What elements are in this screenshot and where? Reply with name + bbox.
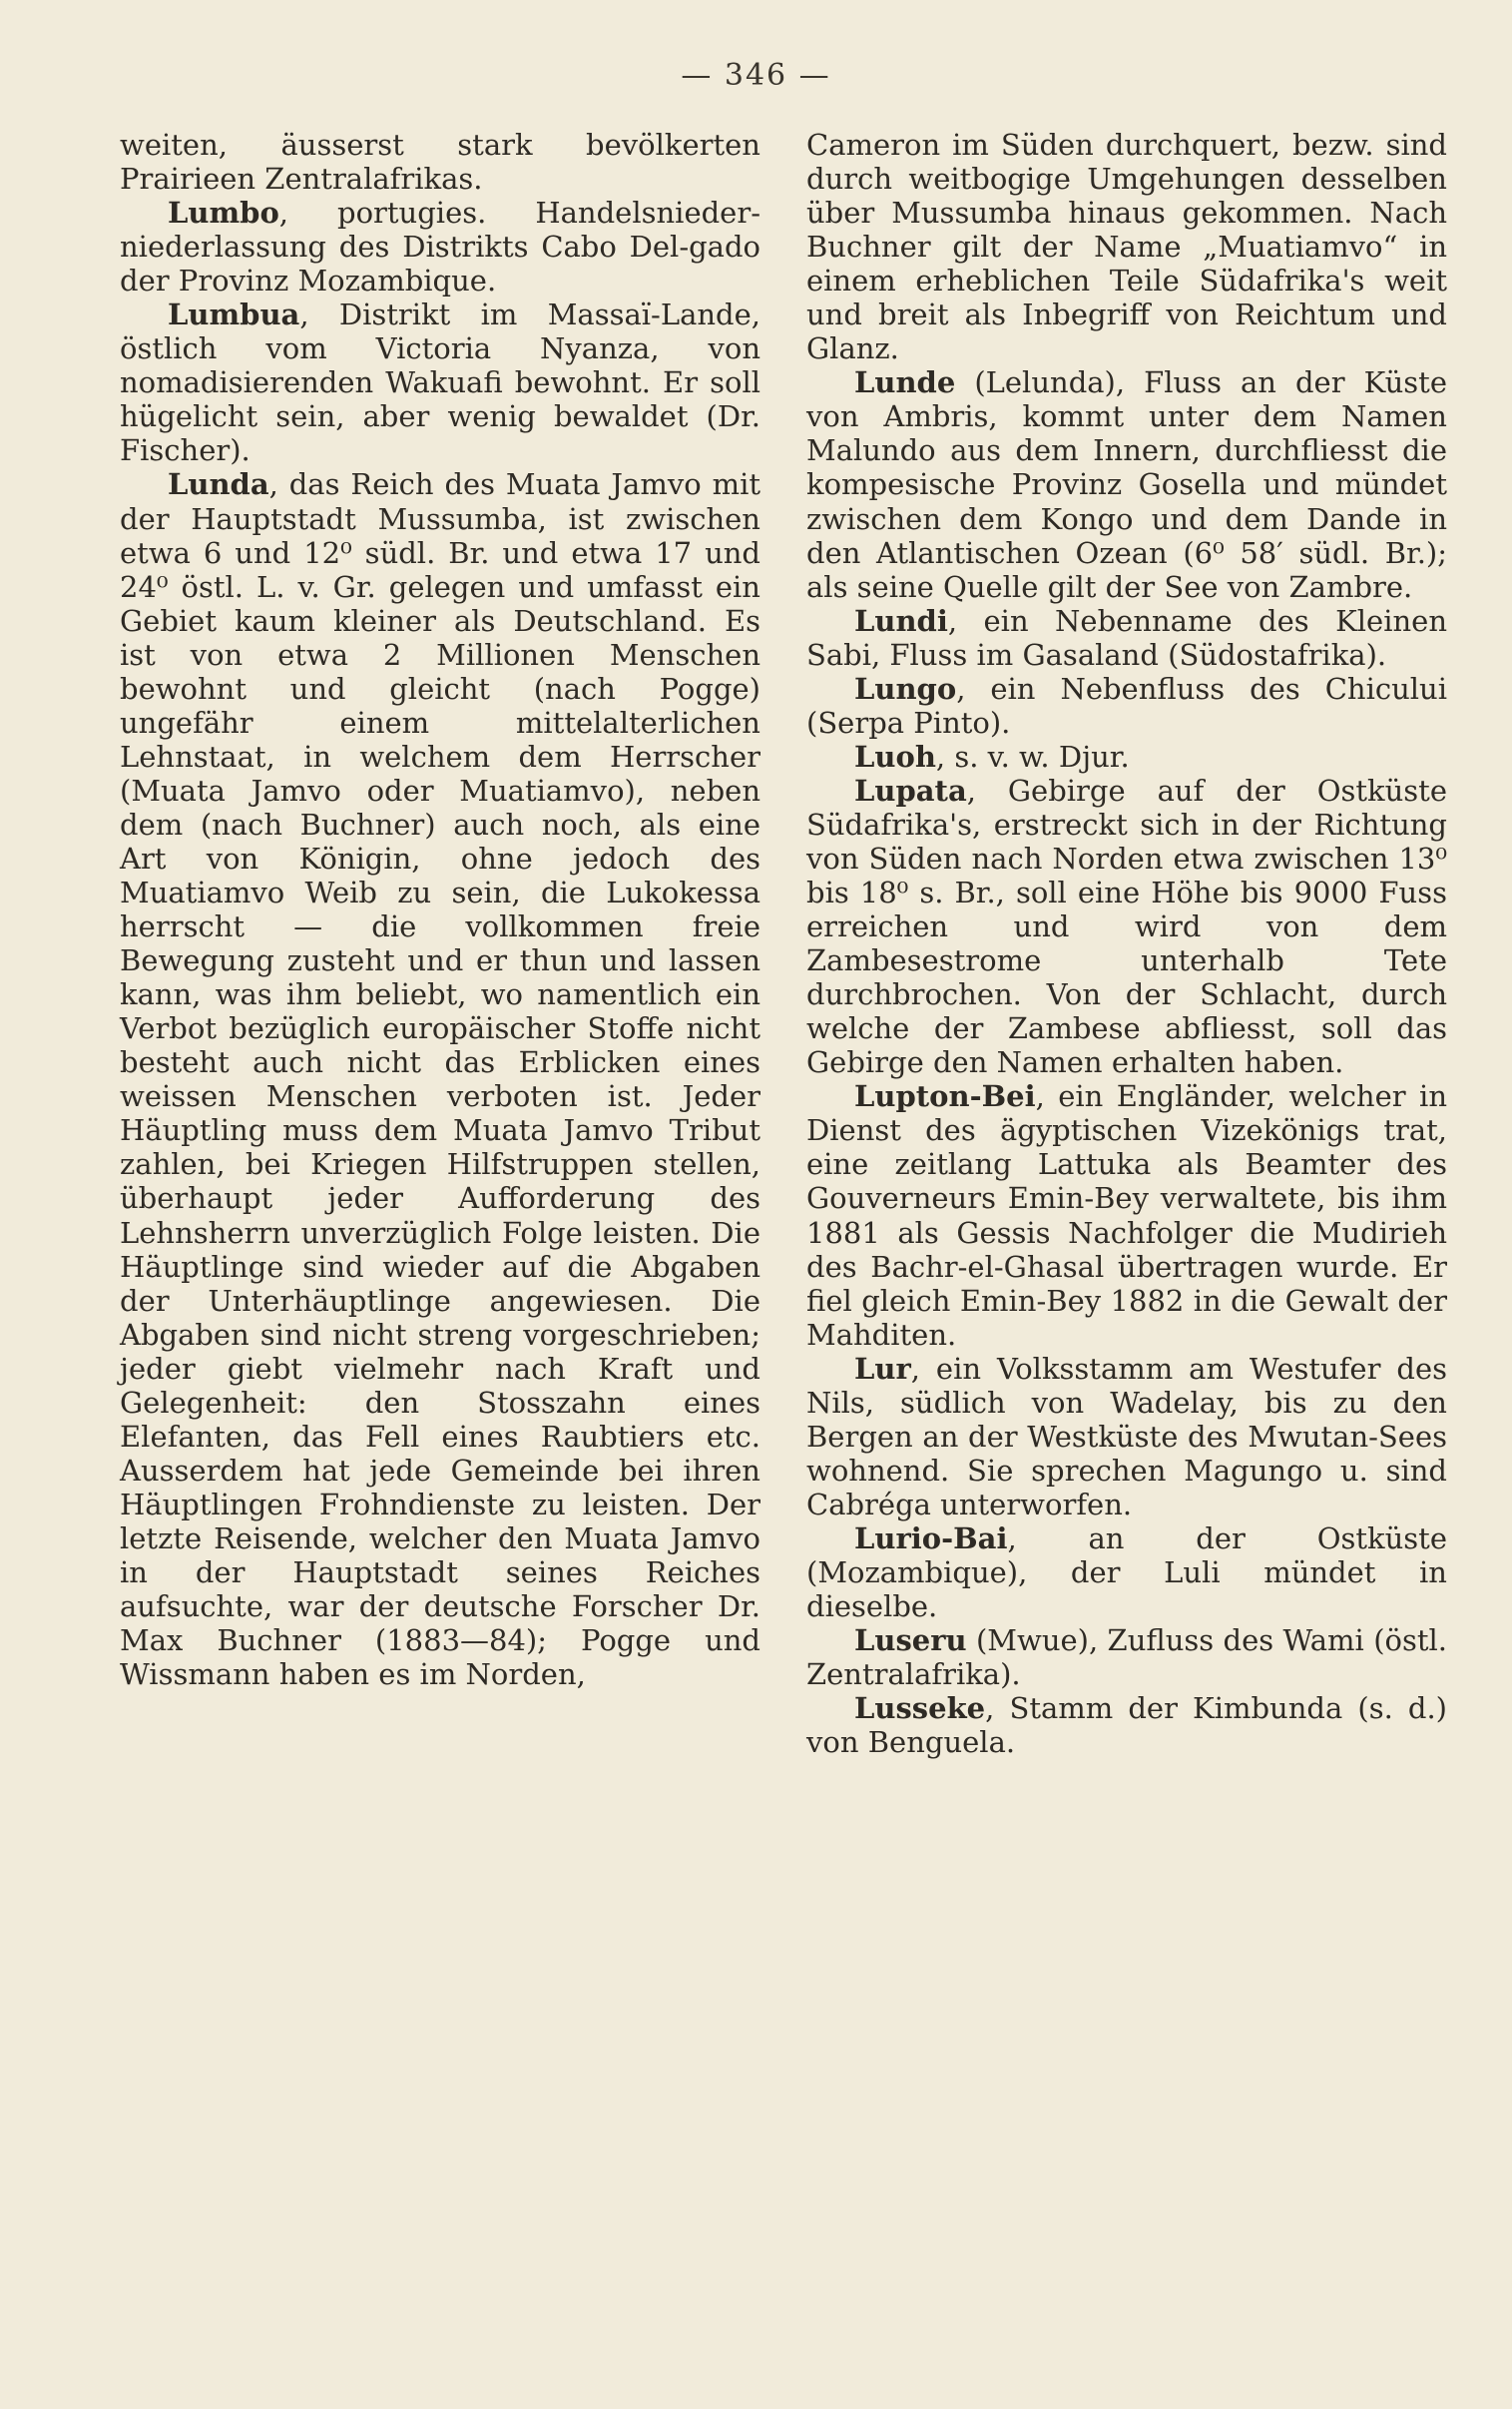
entry-paragraph [806,1623,1447,1691]
entry-text: weiten, äusserst stark bevölkerten Prairieen Zentralafrikas. [120,128,760,197]
entry-text: , portugies. Handelsnieder-niederlassung des Distrikts Cabo Del-gado der Provinz Mozambique. [120,196,760,299]
entry-text: , ein Engländer, welcher in Dienst des ägyptischen Vizekönigs trat, eine zeitlang Lattuka als Beamter des Gouverneurs Emin-Bey verwaltete, bis ihm 1881 als Gessis Nachfolger die Mudirieh des Bachr-el-Ghasal übertragen wurde. Er fiel gleich Emin-Bey 1882 in die Gewalt der Mahditen. [806,1079,1447,1352]
entry-headword: Lumbua [168,298,300,332]
entry-paragraph [806,1521,1447,1623]
entry-text: (Lelunda), Fluss an der Küste von Ambris, kommt unter dem Namen Malundo aus dem Innern, durchfliesst die kompesische Provinz Gosella und mündet zwischen dem Kongo und dem Dande in den Atlantischen Ozean (6⁰ 58′ südl. Br.); als seine Quelle gilt der See von Zambre. [806,365,1447,604]
entry-paragraph [806,1691,1447,1759]
entry-paragraph [806,774,1447,1079]
entry-text: , ein Nebenname des Kleinen Sabi, Fluss im Gasaland (Südostafrika). [806,603,1447,672]
entry-paragraph [806,1352,1447,1521]
entry-text: (Mwue), Zufluss des Wami (östl. Zentralafrika). [806,1623,1447,1692]
entry-text: Cameron im Süden durchquert, bezw. sind durch weitbogige Umgehungen desselben über Mussumba hinaus gekommen. Nach Buchner gilt der Name „Muatiamvo“ in einem erheblichen Teile Südafrika's weit und breit als Inbegriff von Reichtum und Glanz. [806,128,1447,366]
entry-text: , an der Ostküste (Mozambique), der Luli mündet in dieselbe. [806,1520,1447,1624]
page-number: — 346 — [681,58,831,93]
entry-paragraph [120,298,760,467]
entry-paragraph [806,740,1447,774]
entry-headword: Lupata [854,773,967,808]
entry-paragraph [806,1079,1447,1351]
entry-paragraph [806,604,1447,672]
entry-text: , das Reich des Muata Jamvo mit der Hauptstadt Mussumba, ist zwischen etwa 6 und 12⁰ südl. Br. und etwa 17 und 24⁰ östl. L. v. Gr. gelegen und umfasst ein Gebiet kaum kleiner als Deutschland. Es ist von etwa 2 Millionen Menschen bewohnt und gleicht (nach Pogge) ungefähr einem mittelalterlichen Lehnstaat, in welchem dem Herrscher (Muata Jamvo oder Muatiamvo), neben dem (nach Buchner) auch noch, als eine Art von Königin, ohne jedoch des Muatiamvo Weib zu sein, die Lukokessa herrscht — die vollkommen freie Bewegung zusteht und er thun und lassen kann, was ihm beliebt, wo namentlich ein Verbot bezüglich europäischer Stoffe nicht besteht auch nicht das Erblicken eines weissen Menschen verboten ist. Jeder Häuptling muss dem Muata Jamvo Tribut zahlen, bei Kriegen Hilfstruppen stellen, überhaupt jeder Aufforderung des Lehnsherrn unverzüglich Folge leisten. Die Häuptlinge sind wieder auf die Abgaben der Unterhäuptlinge angewiesen. Die Abgaben sind nicht streng vorgeschrieben; jeder giebt vielmehr nach Kraft und Gelegenheit: den Stosszahn eines Elefanten, das Fell eines Raubtiers etc. Ausserdem hat jede Gemeinde bei ihren Häuptlingen Frohndienste zu leisten. Der letzte Reisende, welcher den Muata Jamvo in der Hauptstadt seines Reiches aufsuchte, war der deutsche Forscher Dr. Max Buchner (1883—84); Pogge und Wissmann haben es im Norden, [120,467,760,1692]
entry-paragraph [806,365,1447,603]
entry-paragraph [120,196,760,298]
entry-headword: Luoh [854,739,936,774]
entry-text: , Stamm der Kimbunda (s. d.) von Benguela. [806,1691,1447,1760]
entry-headword: Lundi [854,603,948,638]
entry-paragraph [806,672,1447,740]
entry-headword: Lur [854,1351,911,1386]
entry-headword: Luseru [854,1623,967,1658]
entry-text: , Gebirge auf der Ostküste Südafrika's, erstreckt sich in der Richtung von Süden nach Norden etwa zwischen 13⁰ bis 18⁰ s. Br., soll eine Höhe bis 9000 Fuss erreichen und wird von dem Zambesestrome unterhalb Tete durchbrochen. Von der Schlacht, durch welche der Zambese abfliesst, soll das Gebirge den Namen erhalten haben. [806,773,1447,1080]
entry-paragraph [120,467,760,1691]
entry-text: , Distrikt im Massaï-Lande, östlich vom Victoria Nyanza, von nomadisierenden Wakuafi bewohnt. Er soll hügelicht sein, aber wenig bewaldet (Dr. Fischer). [120,298,760,468]
entry-headword: Lungo [854,671,957,706]
entry-text: , s. v. w. Djur. [935,739,1130,774]
entry-paragraph [806,128,1447,365]
entry-headword: Lusseke [854,1691,986,1726]
left-column [120,128,760,1691]
entry-headword: Lunde [854,365,956,400]
entry-headword: Lurio-Bai [854,1520,1008,1555]
right-column [806,128,1447,1759]
entry-headword: Lunda [168,467,269,502]
entry-headword: Lumbo [168,196,279,231]
entry-paragraph [120,128,760,196]
entry-text: , ein Nebenfluss des Chicului (Serpa Pinto). [806,671,1447,740]
entry-text: , ein Volksstamm am Westufer des Nils, südlich von Wadelay, bis zu den Bergen an der Westküste des Mwutan-Sees wohnend. Sie sprechen Magungo u. sind Cabréga unterworfen. [806,1351,1447,1521]
entry-headword: Lupton-Bei [854,1079,1036,1114]
